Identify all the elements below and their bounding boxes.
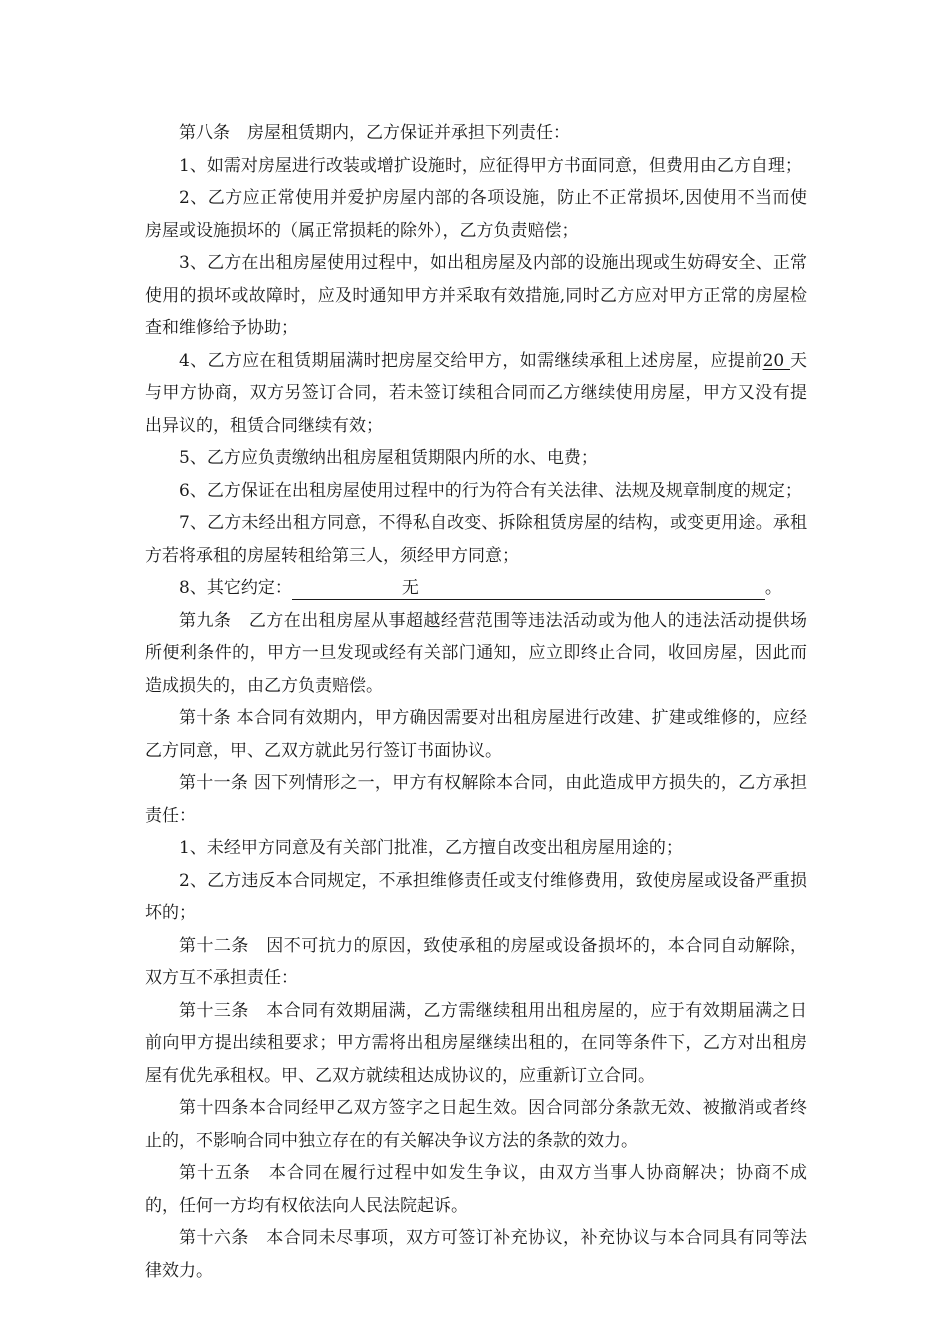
clause-14: 第十四条本合同经甲乙双方签字之日起生效。因合同部分条款无效、被撤消或者终止的，不影响合同中独立存在的有关解决争议方法的条款的效力。: [145, 1098, 807, 1151]
clause-8-item-3: 3、乙方在出租房屋使用过程中，如出租房屋及内部的设施出现或生妨碍安全、正常使用的损坏或故障时，应及时通知甲方并采取有效措施,同时乙方应对甲方正常的房屋检查和维修给予协助；: [145, 253, 807, 338]
clause-16: 第十六条 本合同未尽事项，双方可签订补充协议，补充协议与本合同具有同等法律效力。: [145, 1228, 807, 1281]
clause-8-item-8: [145, 572, 807, 605]
contract-body: [145, 117, 807, 1287]
other-terms-end: 。: [764, 578, 782, 598]
clause-11-item-1: 1、未经甲方同意及有关部门批准，乙方擅自改变出租房屋用途的；: [179, 838, 683, 858]
other-terms-value: 无: [401, 578, 419, 598]
clause-9: 第九条 乙方在出租房屋从事超越经营范围等违法活动或为他人的违法活动提供场所便利条件的，甲方一旦发现或经有关部门通知，应立即终止合同，收回房屋，因此而造成损失的，由乙方负责赔偿。: [145, 610, 807, 696]
clause-13: 第十三条 本合同有效期届满，乙方需继续租用出租房屋的，应于有效期届满之日前向甲方提出续租要求；甲方需将出租房屋继续出租的，在同等条件下，乙方对出租房屋有优先承租权。甲、乙双方就续租达成协议的，应重新订立合同。: [145, 1000, 807, 1086]
clause-8-item-2: 2、乙方应正常使用并爱护房屋内部的各项设施，防止不正常损坏,因使用不当而使房屋或设施损坏的（属正常损耗的除外），乙方负责赔偿；: [145, 188, 807, 241]
clause-8-item-6: 6、乙方保证在出租房屋使用过程中的行为符合有关法律、法规及规章制度的规定；: [179, 480, 802, 501]
clause-8-item-4-before: 4、乙方应在租赁期届满时把房屋交给甲方，如需继续承租上述房屋，应提前: [179, 350, 763, 371]
clause-8-heading: 第八条 房屋租赁期内，乙方保证并承担下列责任：: [179, 123, 570, 143]
other-terms-blank: [292, 577, 765, 600]
clause-11-heading: 第十一条 因下列情形之一，甲方有权解除本合同，由此造成甲方损失的，乙方承担责任：: [145, 773, 807, 826]
clause-11-item-2: 2、乙方违反本合同规定，不承担维修责任或支付维修费用，致使房屋或设备严重损坏的；: [145, 870, 807, 923]
clause-8-item-4: [145, 345, 807, 443]
clause-8-item-5: 5、乙方应负责缴纳出租房屋租赁期限内所的水、电费；: [179, 448, 598, 468]
clause-12: 第十二条 因不可抗力的原因，致使承租的房屋或设备损坏的，本合同自动解除，双方互不承担责任：: [145, 935, 807, 988]
clause-8-item-4-after: 天与甲方协商，双方另签订合同，若未签订续租合同而乙方继续使用房屋，甲方又没有提出异议的，租赁合同继续有效；: [145, 350, 807, 436]
clause-8-item-7: 7、乙方未经出租方同意，不得私自改变、拆除租赁房屋的结构，或变更用途。承租方若将承租的房屋转租给第三人，须经甲方同意；: [145, 513, 807, 566]
other-terms-label: 8、其它约定：: [179, 578, 292, 598]
clause-10: 第十条 本合同有效期内，甲方确因需要对出租房屋进行改建、扩建或维修的，应经乙方同意，甲、乙双方就此另行签订书面协议。: [145, 708, 807, 761]
clause-15: 第十五条 本合同在履行过程中如发生争议，由双方当事人协商解决；协商不成的，任何一方均有权依法向人民法院起诉。: [145, 1163, 807, 1216]
clause-8-item-1: 1、如需对房屋进行改装或增扩设施时，应征得甲方书面同意，但费用由乙方自理；: [179, 155, 802, 176]
notice-days-value: 20: [762, 350, 790, 371]
